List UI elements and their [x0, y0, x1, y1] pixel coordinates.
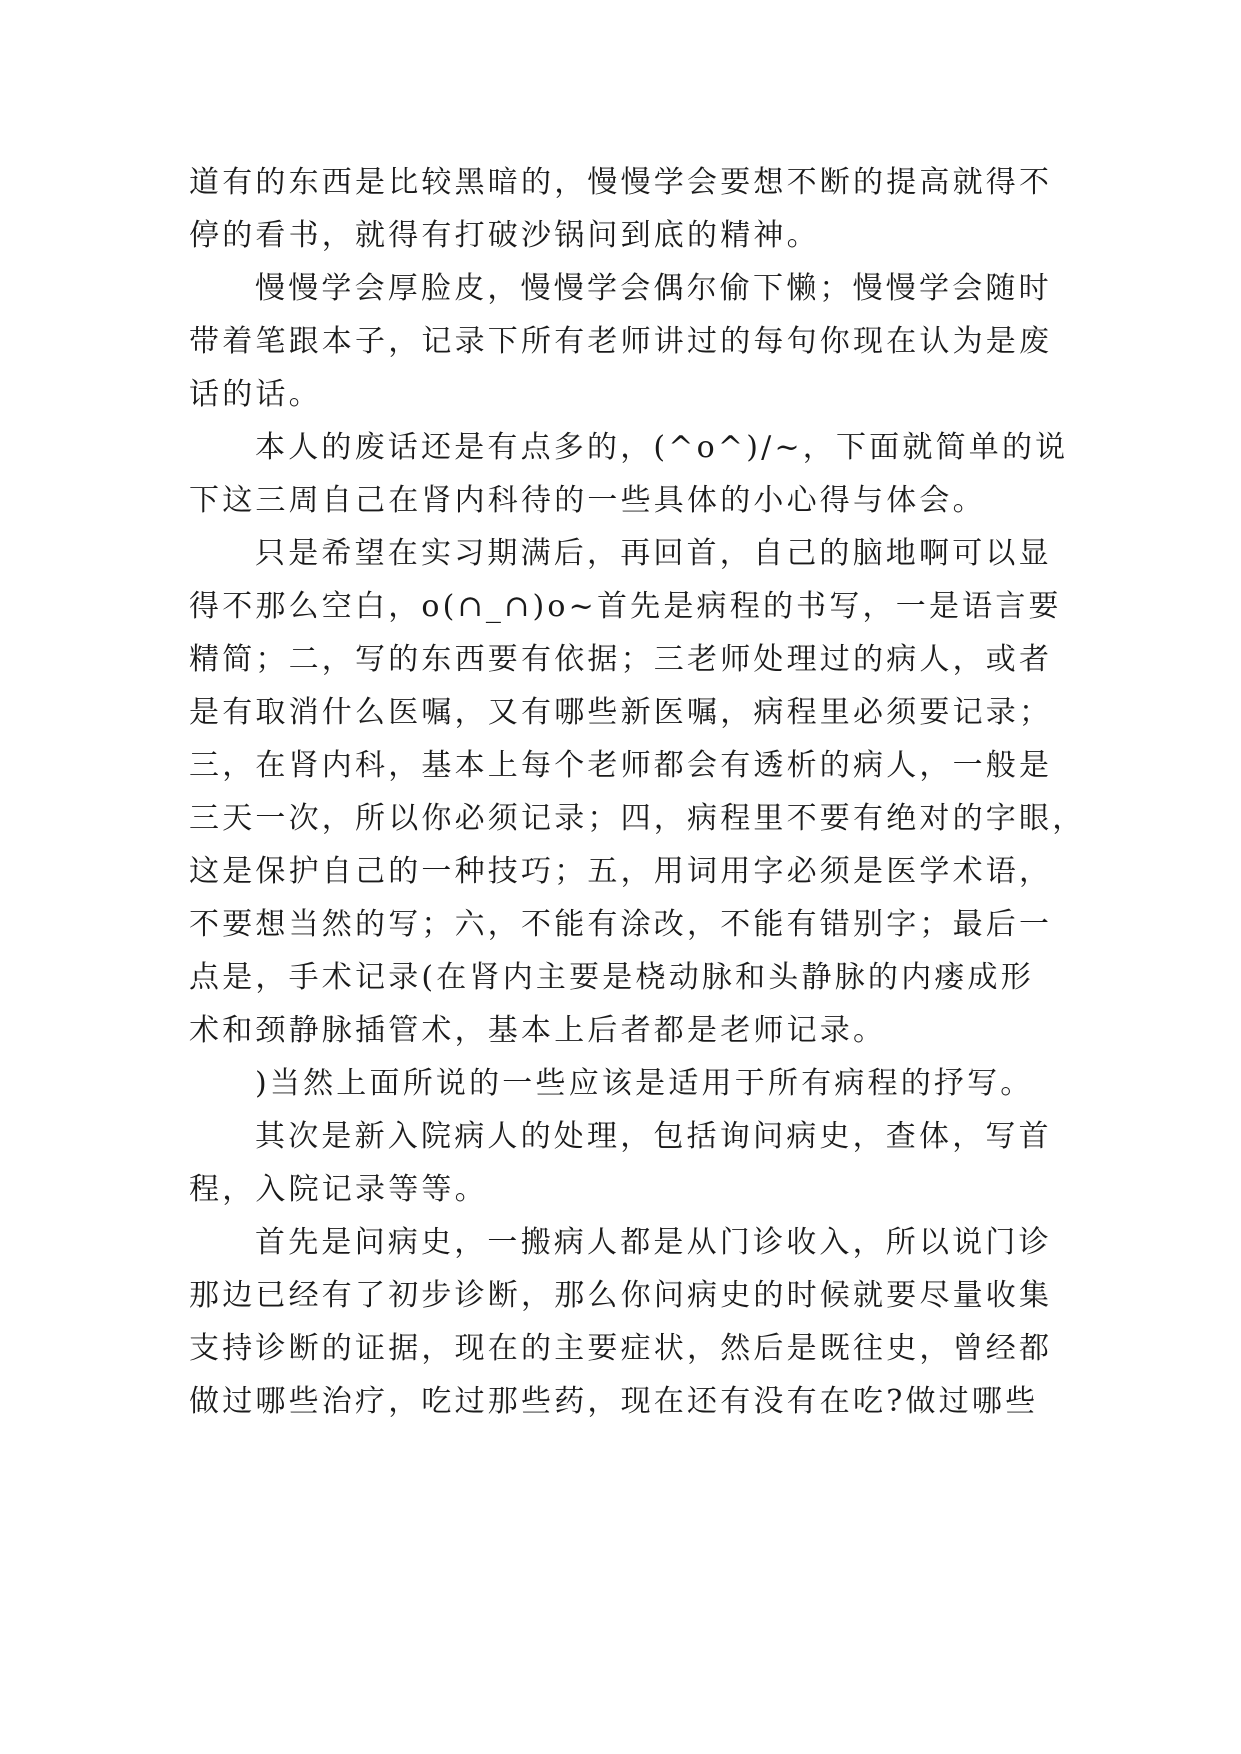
text-line: )当然上面所说的一些应该是适用于所有病程的抒写。 [255, 1066, 1034, 1101]
text-line: 道有的东西是比较黑暗的，慢慢学会要想不断的提高就得不 [189, 165, 1053, 200]
text-line: 带着笔跟本子，记录下所有老师讲过的每句你现在认为是废 [189, 324, 1053, 359]
text-line: 只是希望在实习期满后，再回首，自己的脑地啊可以显 [255, 536, 1052, 571]
text-line: 慢慢学会厚脸皮，慢慢学会偶尔偷下懒；慢慢学会随时 [255, 271, 1052, 306]
text-line: 本人的废话还是有点多的，(^o^)/~，下面就简单的说 [255, 430, 1069, 465]
text-line: 是有取消什么医嘱，又有哪些新医嘱，病程里必须要记录； [189, 695, 1053, 730]
text-line: 点是，手术记录(在肾内主要是桡动脉和头静脉的内瘘成形 [189, 960, 1034, 995]
text-line: 三天一次，所以你必须记录；四，病程里不要有绝对的字眼， [189, 801, 1086, 836]
text-line: 话的话。 [189, 377, 322, 412]
text-line: 支持诊断的证据，现在的主要症状，然后是既往史，曾经都 [189, 1331, 1053, 1366]
text-line: 停的看书，就得有打破沙锅问到底的精神。 [189, 218, 820, 253]
text-line: 不要想当然的写；六，不能有涂改，不能有错别字；最后一 [189, 907, 1053, 942]
text-line: 下这三周自己在肾内科待的一些具体的小心得与体会。 [189, 483, 986, 518]
text-line: 其次是新入院病人的处理，包括询问病史，查体，写首 [255, 1119, 1052, 1154]
text-line: 程，入院记录等等。 [189, 1172, 488, 1207]
text-line: 做过哪些治疗，吃过那些药，现在还有没有在吃?做过哪些 [189, 1384, 1039, 1419]
text-line: 那边已经有了初步诊断，那么你问病史的时候就要尽量收集 [189, 1278, 1053, 1313]
text-line: 得不那么空白，o(∩_∩)o~首先是病程的书写，一是语言要 [189, 589, 1062, 624]
document-body [189, 156, 1086, 1428]
text-line: 三，在肾内科，基本上每个老师都会有透析的病人，一般是 [189, 748, 1053, 783]
text-line: 这是保护自己的一种技巧；五，用词用字必须是医学术语， [189, 854, 1053, 889]
text-line: 精简；二，写的东西要有依据；三老师处理过的病人，或者 [189, 642, 1053, 677]
text-line: 首先是问病史，一搬病人都是从门诊收入，所以说门诊 [255, 1225, 1052, 1260]
text-line: 术和颈静脉插管术，基本上后者都是老师记录。 [189, 1013, 887, 1048]
